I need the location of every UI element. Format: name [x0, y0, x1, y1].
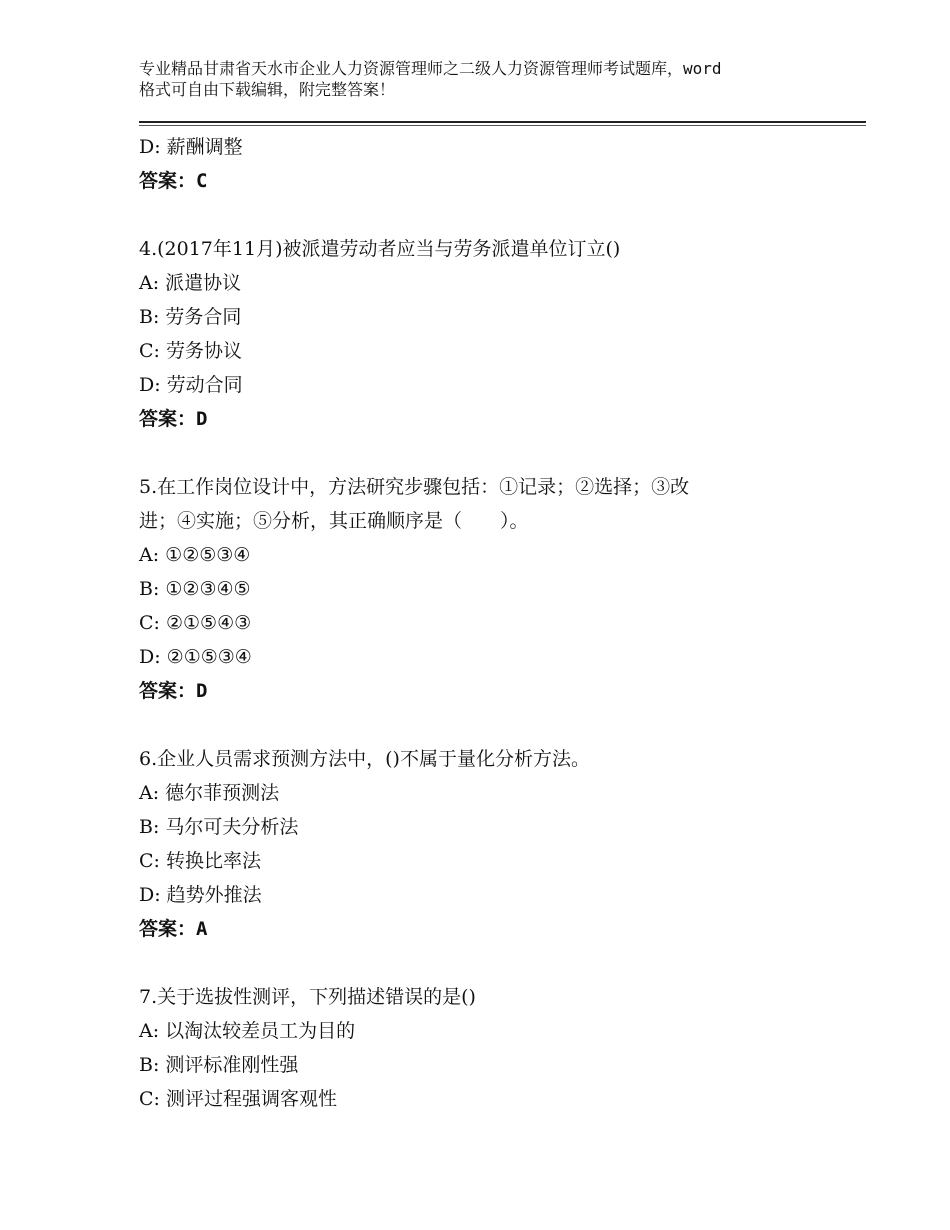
- q7-option-b: B: 测评标准刚性强: [139, 1054, 299, 1076]
- q4-option-c: C: 劳务协议: [139, 340, 242, 362]
- q6-answer: 答案：A: [139, 918, 208, 940]
- header-title-line-1: 专业精品甘肃省天水市企业人力资源管理师之二级人力资源管理师考试题库，word: [139, 59, 722, 78]
- header-divider-thick: [139, 121, 866, 123]
- q4-stem: 4.(2017年11月)被派遣劳动者应当与劳务派遣单位订立(): [139, 238, 621, 260]
- header-divider-thin: [139, 125, 866, 126]
- q5-option-c: C: ②①⑤④③: [139, 612, 252, 634]
- q4-answer: 答案：D: [139, 408, 208, 430]
- q4-option-b: B: 劳务合同: [139, 306, 242, 328]
- spacer: [139, 708, 819, 742]
- question-content: [139, 130, 819, 1116]
- q5-option-b: B: ①②③④⑤: [139, 578, 251, 600]
- spacer: [139, 436, 819, 470]
- q6-option-b: B: 马尔可夫分析法: [139, 816, 299, 838]
- q7-stem: 7.关于选拔性测评，下列描述错误的是(): [139, 986, 476, 1008]
- q6-option-a: A: 德尔菲预测法: [139, 782, 280, 804]
- q5-option-a: A: ①②⑤③④: [139, 544, 251, 566]
- q3-option-d: D: 薪酬调整: [139, 136, 243, 158]
- q5-stem-line-1: 5.在工作岗位设计中，方法研究步骤包括：①记录；②选择；③改: [139, 476, 690, 498]
- header-title-line-2: 格式可自由下载编辑，附完整答案！: [139, 80, 396, 99]
- q5-answer: 答案：D: [139, 680, 208, 702]
- q4-option-a: A: 派遣协议: [139, 272, 242, 294]
- q5-option-d: D: ②①⑤③④: [139, 646, 252, 668]
- q6-option-d: D: 趋势外推法: [139, 884, 262, 906]
- q3-answer: 答案：C: [139, 170, 208, 192]
- q4-option-d: D: 劳动合同: [139, 374, 243, 396]
- q7-option-a: A: 以淘汰较差员工为目的: [139, 1020, 356, 1042]
- q5-stem-line-2: 进；④实施；⑤分析，其正确顺序是（ ）。: [139, 510, 529, 532]
- q6-option-c: C: 转换比率法: [139, 850, 261, 872]
- q7-option-c: C: 测评过程强调客观性: [139, 1088, 337, 1110]
- document-header: [139, 58, 839, 100]
- q6-stem: 6.企业人员需求预测方法中，()不属于量化分析方法。: [139, 748, 590, 770]
- spacer: [139, 198, 819, 232]
- spacer: [139, 946, 819, 980]
